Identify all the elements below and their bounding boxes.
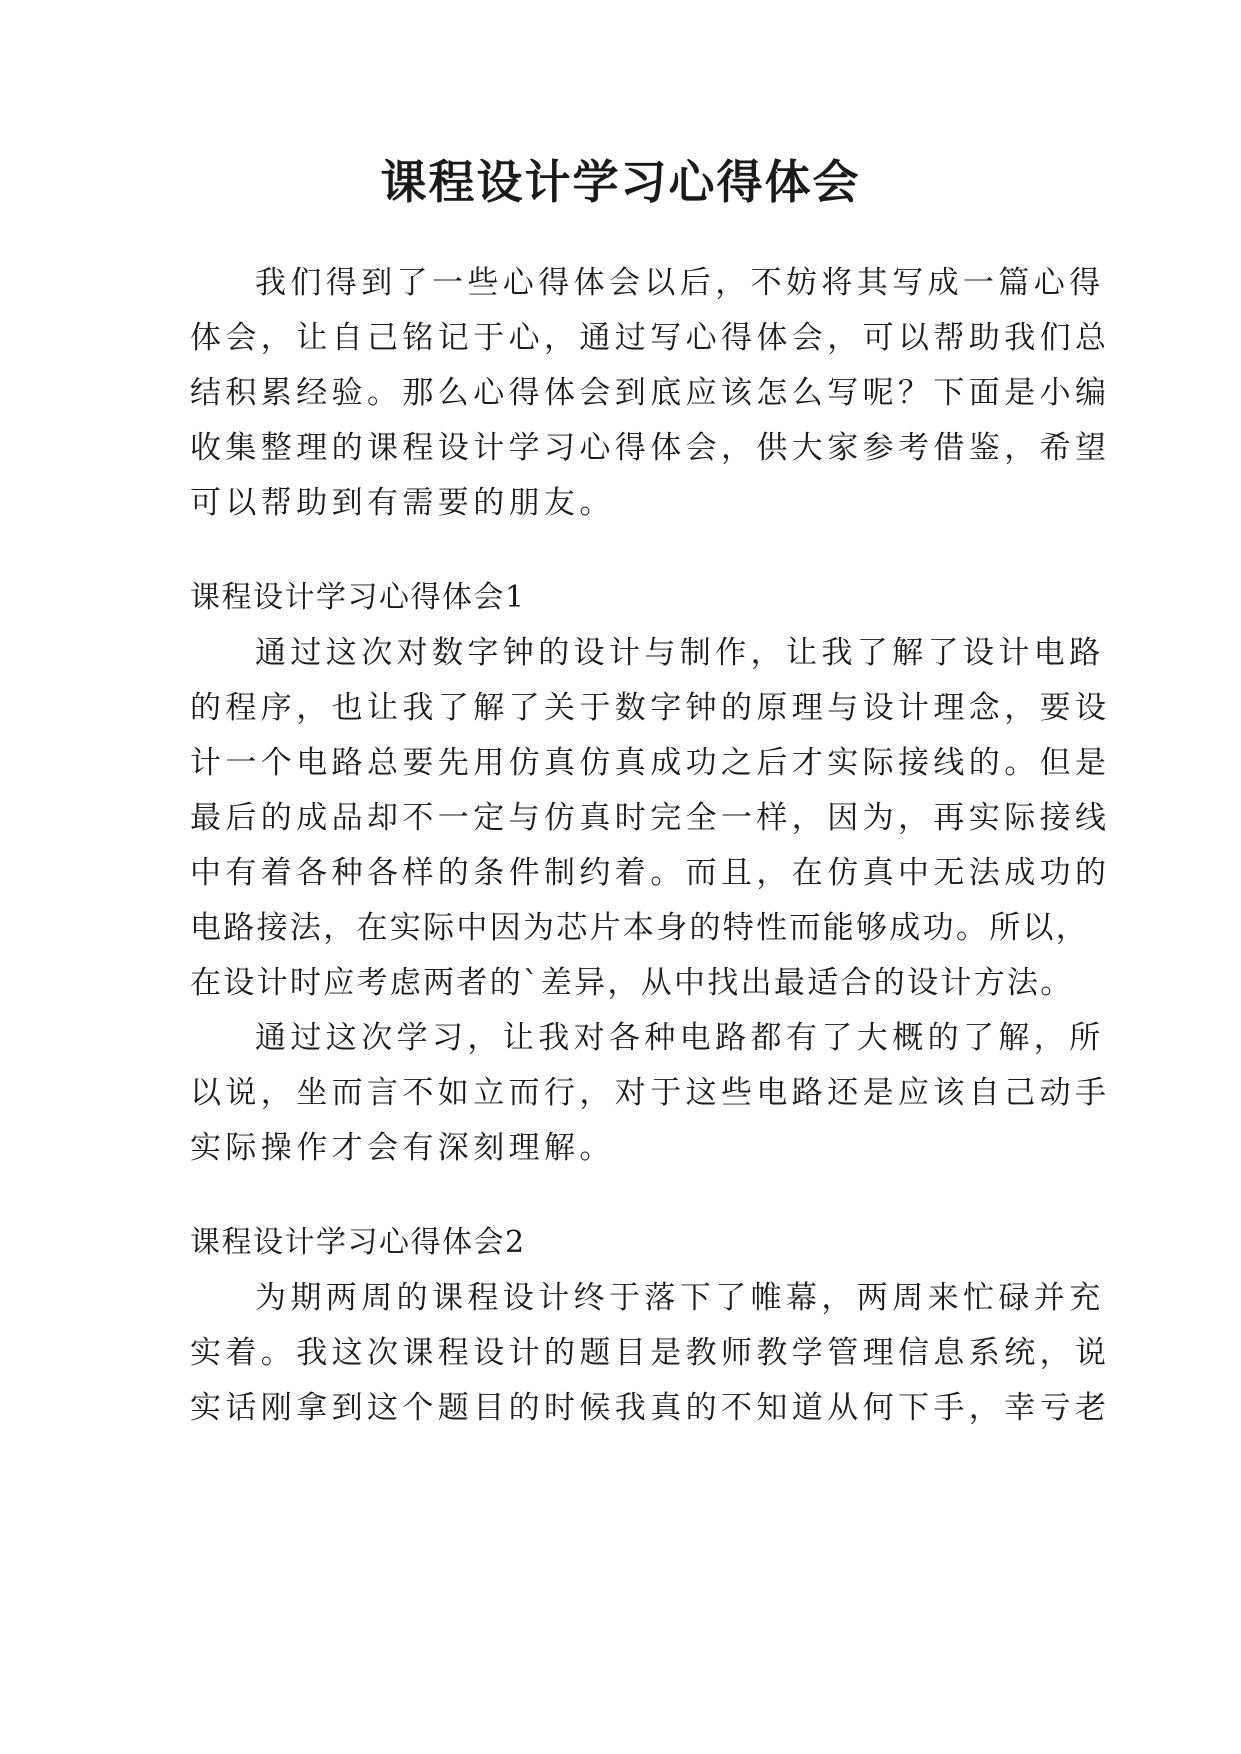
section1-line: 电路接法，在实际中因为芯片本身的特性而能够成功。所以，	[190, 910, 1090, 946]
intro-line: 可以帮助到有需要的朋友。	[190, 485, 615, 521]
intro-line: 体会，让自己铭记于心，通过写心得体会，可以帮助我们总	[190, 320, 1111, 356]
section1-line: 通过这次学习，让我对各种电路都有了大概的了解，所	[255, 1020, 1105, 1056]
section1-line: 通过这次对数字钟的设计与制作，让我了解了设计电路	[255, 635, 1105, 671]
section1-line: 计一个电路总要先用仿真仿真成功之后才实际接线的。但是	[190, 745, 1111, 781]
section1-line: 以说，坐而言不如立而行，对于这些电路还是应该自己动手	[190, 1075, 1111, 1111]
section2-line: 为期两周的课程设计终于落下了帷幕，两周来忙碌并充	[255, 1280, 1105, 1316]
section1-line: 中有着各种各样的条件制约着。而且，在仿真中无法成功的	[190, 855, 1111, 891]
intro-line: 结积累经验。那么心得体会到底应该怎么写呢？下面是小编	[190, 375, 1111, 411]
section-heading-2: 课程设计学习心得体会2	[190, 1225, 526, 1260]
intro-line: 我们得到了一些心得体会以后，不妨将其写成一篇心得	[255, 265, 1105, 301]
document-title: 课程设计学习心得体会	[380, 155, 861, 209]
intro-line: 收集整理的课程设计学习心得体会，供大家参考借鉴，希望	[190, 430, 1111, 466]
section1-line: 实际操作才会有深刻理解。	[190, 1130, 615, 1166]
section-heading-1: 课程设计学习心得体会1	[190, 580, 526, 615]
section1-line: 在设计时应考虑两者的`差异，从中找出最适合的设计方法。	[190, 965, 1074, 1001]
section1-line: 最后的成品却不一定与仿真时完全一样，因为，再实际接线	[190, 800, 1111, 836]
section1-line: 的程序，也让我了解了关于数字钟的原理与设计理念，要设	[190, 690, 1111, 726]
section2-line: 实话刚拿到这个题目的时候我真的不知道从何下手，幸亏老	[190, 1390, 1111, 1426]
section2-line: 实着。我这次课程设计的题目是教师教学管理信息系统，说	[190, 1335, 1111, 1371]
